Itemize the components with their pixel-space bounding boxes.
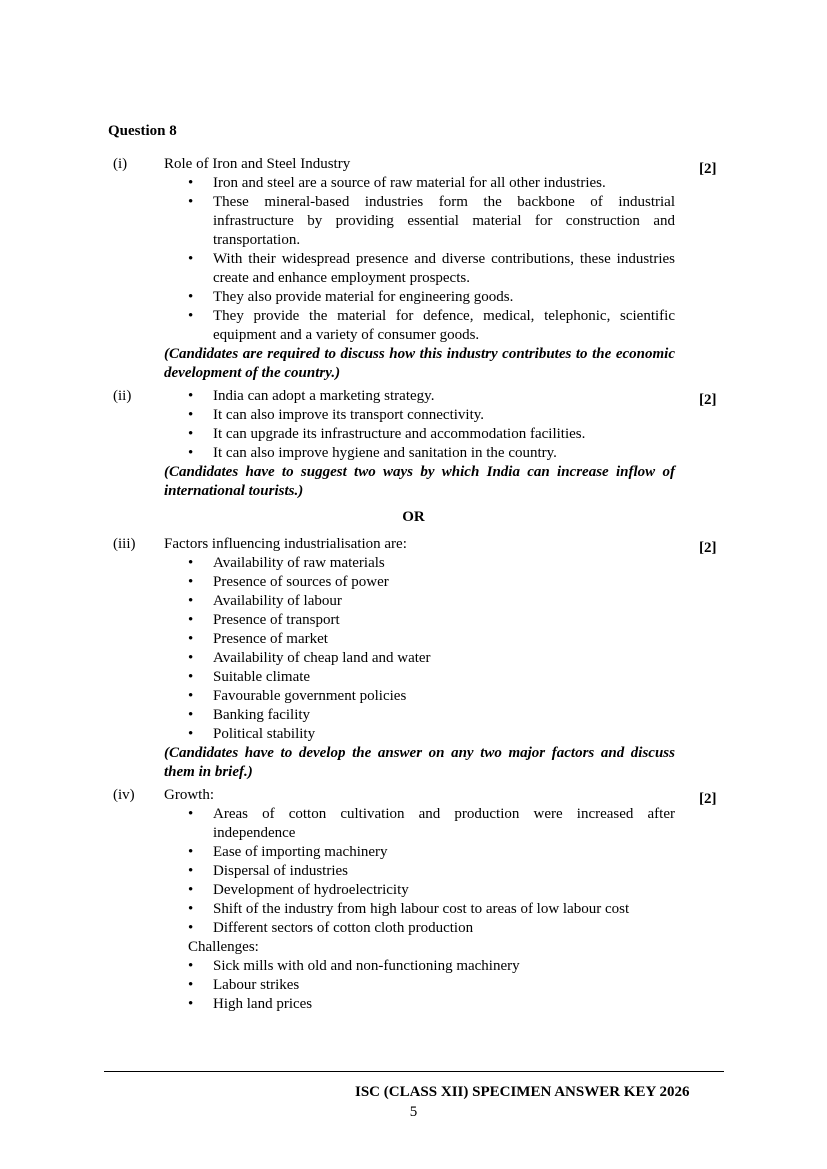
bullet-list: [164, 174, 675, 345]
part-number: (iii): [113, 536, 136, 552]
list-item: • Dispersal of industries: [164, 862, 675, 881]
answer-section: [164, 535, 675, 782]
list-item: • Ease of importing machinery: [164, 843, 675, 862]
list-item: • High land prices: [164, 995, 675, 1014]
footer-rule: [104, 1071, 724, 1072]
page-number: 5: [409, 1104, 418, 1120]
part-number: (i): [113, 156, 128, 172]
bullet-list: [164, 957, 675, 1014]
list-item: • Presence of sources of power: [164, 573, 675, 592]
or-separator: OR: [402, 509, 425, 525]
list-item: • It can upgrade its infrastructure and accommodation facilities.: [164, 425, 675, 444]
list-item: • Availability of labour: [164, 592, 675, 611]
answer-intro: Growth:: [164, 787, 214, 803]
answer-section: [164, 155, 675, 383]
list-item: • With their widespread presence and diverse contributions, these industries create and enhance employment prospects.: [164, 250, 675, 288]
list-item: • Iron and steel are a source of raw material for all other industries.: [164, 174, 675, 193]
part-number: (ii): [113, 388, 132, 404]
list-item: • Political stability: [164, 725, 675, 744]
candidate-note: (Candidates have to develop the answer on any two major factors and discuss them in brief.): [164, 745, 675, 780]
list-item: • Different sectors of cotton cloth production: [164, 919, 675, 938]
bullet-list: [164, 554, 675, 744]
list-item: • India can adopt a marketing strategy.: [164, 387, 675, 406]
answer-section: [164, 786, 675, 1014]
list-item: • It can also improve its transport connectivity.: [164, 406, 675, 425]
list-item: • Presence of market: [164, 630, 675, 649]
list-item: • Favourable government policies: [164, 687, 675, 706]
list-item: • Labour strikes: [164, 976, 675, 995]
bullet-list: [164, 805, 675, 938]
list-item: • Sick mills with old and non-functioning machinery: [164, 957, 675, 976]
candidate-note: (Candidates are required to discuss how this industry contributes to the economic development of the country.): [164, 346, 675, 381]
bullet-list: [164, 387, 675, 463]
sub-heading: Challenges:: [188, 939, 259, 955]
answer-intro: Factors influencing industrialisation are:: [164, 536, 407, 552]
list-item: • Availability of cheap land and water: [164, 649, 675, 668]
list-item: • Shift of the industry from high labour cost to areas of low labour cost: [164, 900, 675, 919]
marks-badge: [2]: [699, 392, 717, 408]
list-item: • Suitable climate: [164, 668, 675, 687]
list-item: • Development of hydroelectricity: [164, 881, 675, 900]
answer-section: [164, 387, 675, 501]
list-item: • They also provide material for engineering goods.: [164, 288, 675, 307]
marks-badge: [2]: [699, 161, 717, 177]
list-item: • Presence of transport: [164, 611, 675, 630]
answer-intro: Role of Iron and Steel Industry: [164, 156, 351, 172]
list-item: • Banking facility: [164, 706, 675, 725]
list-item: • Areas of cotton cultivation and production were increased after independence: [164, 805, 675, 843]
list-item: • Availability of raw materials: [164, 554, 675, 573]
candidate-note: (Candidates have to suggest two ways by which India can increase inflow of international tourists.): [164, 464, 675, 499]
question-title: Question 8: [108, 123, 177, 139]
list-item: • They provide the material for defence, medical, telephonic, scientific equipment and a variety of consumer goods.: [164, 307, 675, 345]
marks-badge: [2]: [699, 540, 717, 556]
footer-title: ISC (CLASS XII) SPECIMEN ANSWER KEY 2026: [355, 1084, 690, 1100]
list-item: • It can also improve hygiene and sanitation in the country.: [164, 444, 675, 463]
list-item: • These mineral-based industries form the backbone of industrial infrastructure by providing essential material for construction and transportation.: [164, 193, 675, 250]
part-number: (iv): [113, 787, 135, 803]
marks-badge: [2]: [699, 791, 717, 807]
